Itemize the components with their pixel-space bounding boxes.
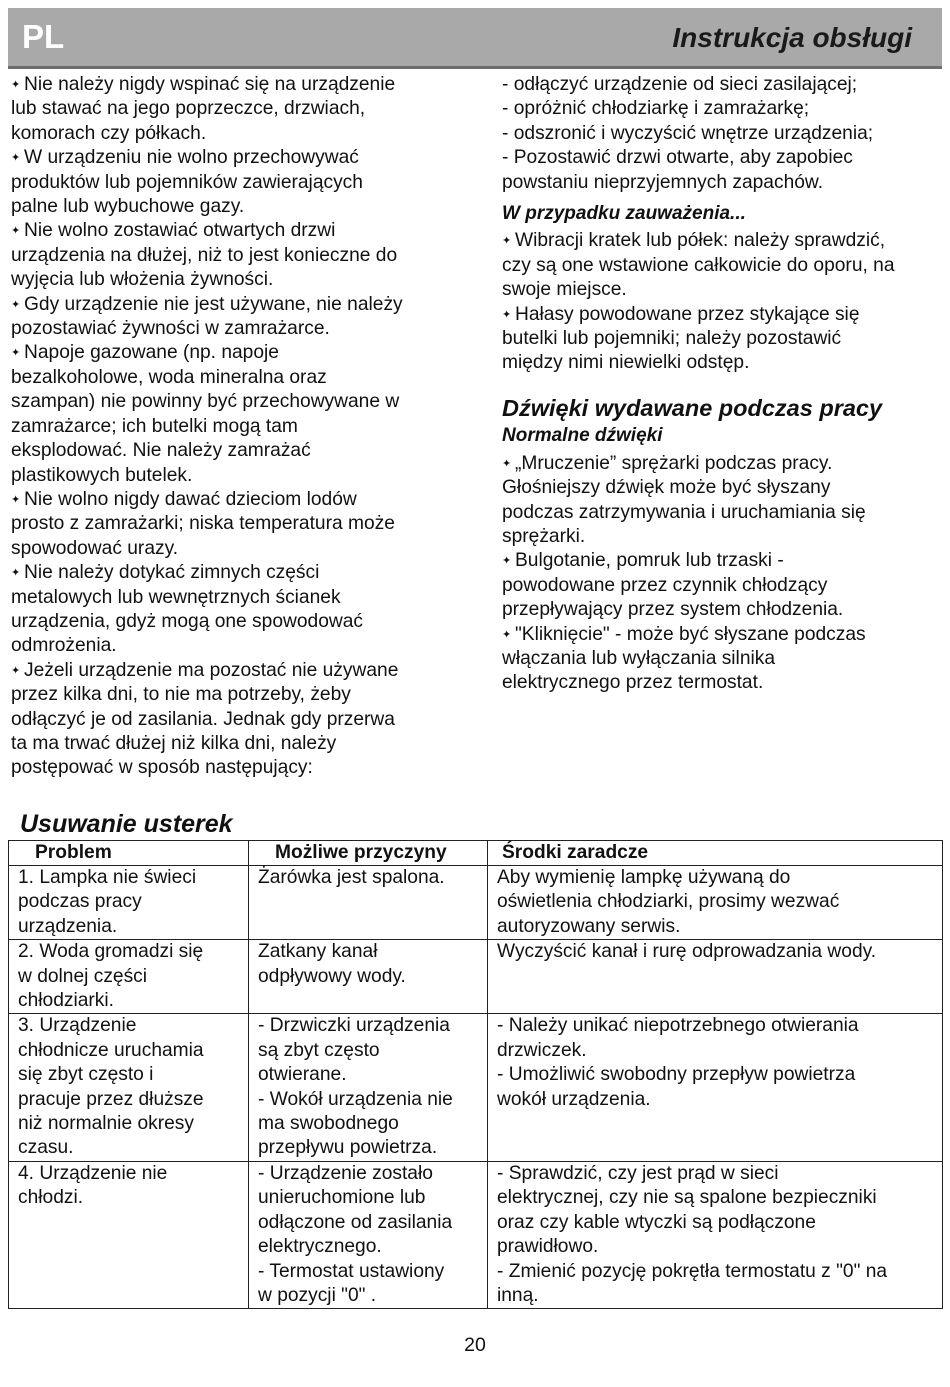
remedy-cell (488, 1161, 943, 1308)
cell-line: - Należy unikać niepotrzebnego otwierania (497, 1015, 859, 1037)
normal-sound-item (502, 549, 942, 622)
text-line (502, 303, 942, 327)
text-line (502, 452, 942, 476)
text-line: komorach czy półkach. (11, 122, 207, 144)
text-line: swoje miejsce. (502, 279, 627, 301)
text-line: palne lub wybuchowe gazy. (11, 196, 245, 218)
text-line: produktów lub pojemników zawierających (11, 171, 363, 193)
cell-line: oraz czy kable wtyczki są podłączone (497, 1211, 816, 1233)
manual-title: Instrukcja obsługi (672, 22, 912, 53)
page-header (8, 8, 942, 69)
cell-line: w pozycji "0" . (258, 1284, 377, 1306)
cell-line: - Drzwiczki urządzenia (258, 1015, 450, 1037)
text-line: czy są one wstawione całkowicie do oporu, na (502, 254, 895, 276)
cause-cell (249, 1161, 488, 1308)
normal-sound-item (502, 452, 942, 550)
cell-line: odłączone od zasilania (258, 1211, 453, 1233)
text-line: przepływający przez system chłodzenia. (502, 599, 844, 621)
text-fragment: Nie wolno nigdy dawać dzieciom lodów (24, 488, 357, 510)
text-fragment: Jeżeli urządzenie ma pozostać nie używane (24, 659, 399, 681)
text-line: zamrażarce; ich butelki mogą tam (11, 415, 298, 437)
cell-line: czasu. (18, 1137, 74, 1159)
remedy-cell (488, 1014, 943, 1161)
step-line: powstaniu nieprzyjemnych zapachów. (502, 171, 824, 193)
cell-line: wokół urządzenia. (497, 1088, 651, 1110)
cell-line: 3. Urządzenie (18, 1015, 137, 1037)
sounds-heading: Dźwięki wydawane podczas pracy (502, 394, 883, 421)
text-line (11, 293, 461, 317)
cell-line: 2. Woda gromadzi się (18, 941, 204, 963)
text-line: między nimi niewielki odstęp. (502, 352, 750, 374)
cell-line: w dolnej części (18, 965, 148, 987)
step-line: - odszronić i wyczyścić wnętrze urządzenia; (502, 122, 874, 144)
problem-cell (9, 866, 249, 940)
text-line: odmrożenia. (11, 635, 117, 657)
text-line: powodowane przez czynnik chłodzący (502, 574, 828, 596)
cell-line: chłodziarki. (18, 990, 114, 1012)
cell-line: drzwiczek. (497, 1039, 587, 1061)
cell-line: inną. (497, 1284, 539, 1306)
text-fragment: „Mruczenie” sprężarki podczas pracy. (515, 452, 833, 474)
noticed-item (502, 303, 942, 376)
cell-line: niż normalnie okresy (18, 1113, 194, 1135)
cell-line: oświetlenia chłodziarki, prosimy wezwać (497, 891, 840, 913)
text-fragment: Nie należy dotykać zimnych części (24, 562, 320, 584)
cause-cell (249, 866, 488, 940)
cause-cell (249, 1014, 488, 1161)
cell-line: - Urządzenie zostało (258, 1162, 433, 1184)
table-row (9, 1014, 943, 1161)
cell-line: Wyczyścić kanał i rurę odprowadzania wody. (497, 941, 877, 963)
text-fragment: Nie wolno zostawiać otwartych drzwi (24, 220, 336, 242)
cell-line: 1. Lampka nie świeci (18, 867, 197, 888)
bullet-icon: ✦ (11, 664, 21, 677)
bullet-icon: ✦ (11, 225, 21, 238)
bullet-icon: ✦ (502, 308, 512, 321)
text-fragment: Hałasy powodowane przez stykające się (515, 303, 860, 325)
safety-item (11, 561, 461, 659)
bullet-icon: ✦ (502, 457, 512, 470)
cell-line: są zbyt często (258, 1039, 380, 1061)
page-number: 20 (464, 1334, 486, 1356)
cell-line: elektrycznej, czy nie są spalone bezpieczniki (497, 1187, 877, 1209)
text-line (11, 146, 461, 170)
cell-line: - Umożliwić swobodny przepływ powietrza (497, 1064, 856, 1086)
cell-line: prawidłowo. (497, 1236, 599, 1258)
bullet-icon: ✦ (11, 79, 21, 91)
text-line (11, 659, 461, 683)
noticed-list (502, 229, 942, 375)
text-line: prosto z zamrażarki; niska temperatura może (11, 513, 395, 535)
text-fragment: Bulgotanie, pomruk lub trzaski - (515, 550, 784, 572)
text-line (502, 549, 942, 573)
cell-line: Zatkany kanał (258, 941, 378, 963)
cell-line: 4. Urządzenie nie (18, 1162, 168, 1184)
cell-line: autoryzowany serwis. (497, 915, 681, 937)
text-line: postępować w sposób następujący: (11, 757, 313, 779)
bullet-icon: ✦ (502, 555, 512, 568)
normal-sound-item (502, 623, 942, 696)
cell-line: - Wokół urządzenia nie (258, 1088, 453, 1110)
remedy-cell (488, 940, 943, 1014)
bullet-icon: ✦ (11, 152, 21, 165)
cell-line: się zbyt często i (18, 1064, 154, 1086)
cause-cell (249, 940, 488, 1014)
right-column (502, 73, 942, 696)
text-line: wyjęcia lub włożenia żywności. (11, 269, 274, 291)
unplug-steps (502, 73, 942, 195)
text-line (11, 73, 461, 97)
safety-item (11, 219, 461, 292)
text-line: urządzenia na dłużej, niż to jest konieczne do (11, 244, 398, 266)
bullet-icon: ✦ (11, 298, 21, 311)
cell-line: - Zmienić pozycję pokrętła termostatu z "0" na (497, 1260, 888, 1282)
text-line: bezalkoholowe, woda mineralna oraz (11, 366, 327, 388)
normal-sounds-list (502, 452, 942, 696)
cell-line: odpływowy wody. (258, 965, 406, 987)
text-line: przez kilka dni, to nie ma potrzeby, żeby (11, 684, 351, 706)
text-line: sprężarki. (502, 525, 586, 547)
bullet-icon: ✦ (502, 235, 512, 248)
column-header-causes: Możliwe przyczyny (249, 841, 488, 866)
text-line (11, 561, 461, 585)
text-fragment: Nie należy nigdy wspinać się na urządzenie (24, 74, 396, 95)
text-line: ta ma trwać dłużej niż kilka dni, należy (11, 732, 337, 754)
remedy-cell (488, 866, 943, 940)
text-fragment: Gdy urządzenie nie jest używane, nie należy (24, 293, 403, 315)
step-line: - opróżnić chłodziarkę i zamrażarkę; (502, 98, 810, 120)
table-row (9, 940, 943, 1014)
cell-line: - Termostat ustawiony (258, 1260, 445, 1282)
bullet-icon: ✦ (11, 347, 21, 360)
left-column (11, 73, 461, 781)
text-line (502, 623, 942, 647)
text-line: metalowych lub wewnętrznych ścianek (11, 586, 341, 608)
text-line: eksplodować. Nie należy zamrażać (11, 440, 311, 462)
cell-line: urządzenia. (18, 915, 118, 937)
noticed-heading: W przypadku zauważenia... (502, 203, 746, 225)
text-line: szampan) nie powinny być przechowywane w (11, 391, 400, 413)
cell-line: otwierane. (258, 1064, 347, 1086)
column-header-remedies: Środki zaradcze (488, 841, 943, 866)
text-line (11, 488, 461, 512)
text-line: elektrycznego przez termostat. (502, 672, 764, 694)
problem-cell (9, 940, 249, 1014)
text-line: podczas zatrzymywania i uruchamiania się (502, 501, 866, 523)
column-header-problem: Problem (9, 841, 249, 866)
cell-line: unieruchomione lub (258, 1187, 426, 1209)
text-line: Głośniejszy dźwięk może być słyszany (502, 477, 831, 499)
troubleshooting-title: Usuwanie usterek (20, 810, 233, 838)
problem-cell (9, 1014, 249, 1161)
cell-line: ma swobodnego (258, 1113, 399, 1135)
text-line: lub stawać na jego poprzeczce, drzwiach, (11, 98, 366, 120)
text-fragment: W urządzeniu nie wolno przechowywać (24, 147, 359, 169)
table-row (9, 866, 943, 940)
text-line (11, 341, 461, 365)
text-line: włączania lub wyłączania silnika (502, 647, 776, 669)
text-line: odłączyć je od zasilania. Jednak gdy przerwa (11, 708, 395, 730)
cell-line: Żarówka jest spalona. (258, 867, 445, 888)
step-line: - Pozostawić drzwi otwarte, aby zapobiec (502, 147, 853, 169)
bullet-icon: ✦ (11, 567, 21, 580)
cell-line: pracuje przez dłuższe (18, 1088, 204, 1110)
noticed-item (502, 229, 942, 302)
language-code: PL (22, 18, 65, 55)
text-line: butelki lub pojemniki; należy pozostawić (502, 328, 842, 350)
step-line: - odłączyć urządzenie od sieci zasilającej; (502, 74, 858, 95)
cell-line: podczas pracy (18, 891, 142, 913)
text-fragment: "Kliknięcie" - może być słyszane podczas (515, 623, 866, 645)
text-line: urządzenia, gdyż mogą one spowodować (11, 610, 363, 632)
cell-line: chłodnicze uruchamia (18, 1039, 204, 1061)
safety-item (11, 73, 461, 146)
text-line (502, 229, 942, 253)
safety-item (11, 293, 461, 342)
text-line (11, 219, 461, 243)
problem-cell (9, 1161, 249, 1308)
table-header-row (9, 841, 943, 866)
cell-line: elektrycznego. (258, 1236, 382, 1258)
safety-item (11, 488, 461, 561)
bullet-icon: ✦ (11, 493, 21, 506)
bullet-icon: ✦ (502, 628, 512, 641)
text-line: plastikowych butelek. (11, 464, 193, 486)
cell-line: - Sprawdzić, czy jest prąd w sieci (497, 1162, 779, 1184)
cell-line: Aby wymienię lampkę używaną do (497, 867, 791, 888)
safety-item (11, 659, 461, 781)
cell-line: chłodzi. (18, 1187, 84, 1209)
safety-item (11, 146, 461, 219)
troubleshooting-table (8, 840, 943, 1309)
safety-item (11, 341, 461, 487)
text-line: spowodować urazy. (11, 537, 179, 559)
cell-line: przepływu powietrza. (258, 1137, 438, 1159)
normal-sounds-heading: Normalne dźwięki (502, 425, 663, 447)
text-fragment: Wibracji kratek lub półek: należy sprawdzić, (515, 230, 886, 252)
table-row (9, 1161, 943, 1308)
text-fragment: Napoje gazowane (np. napoje (24, 342, 279, 364)
text-line: pozostawiać żywności w zamrażarce. (11, 318, 330, 340)
